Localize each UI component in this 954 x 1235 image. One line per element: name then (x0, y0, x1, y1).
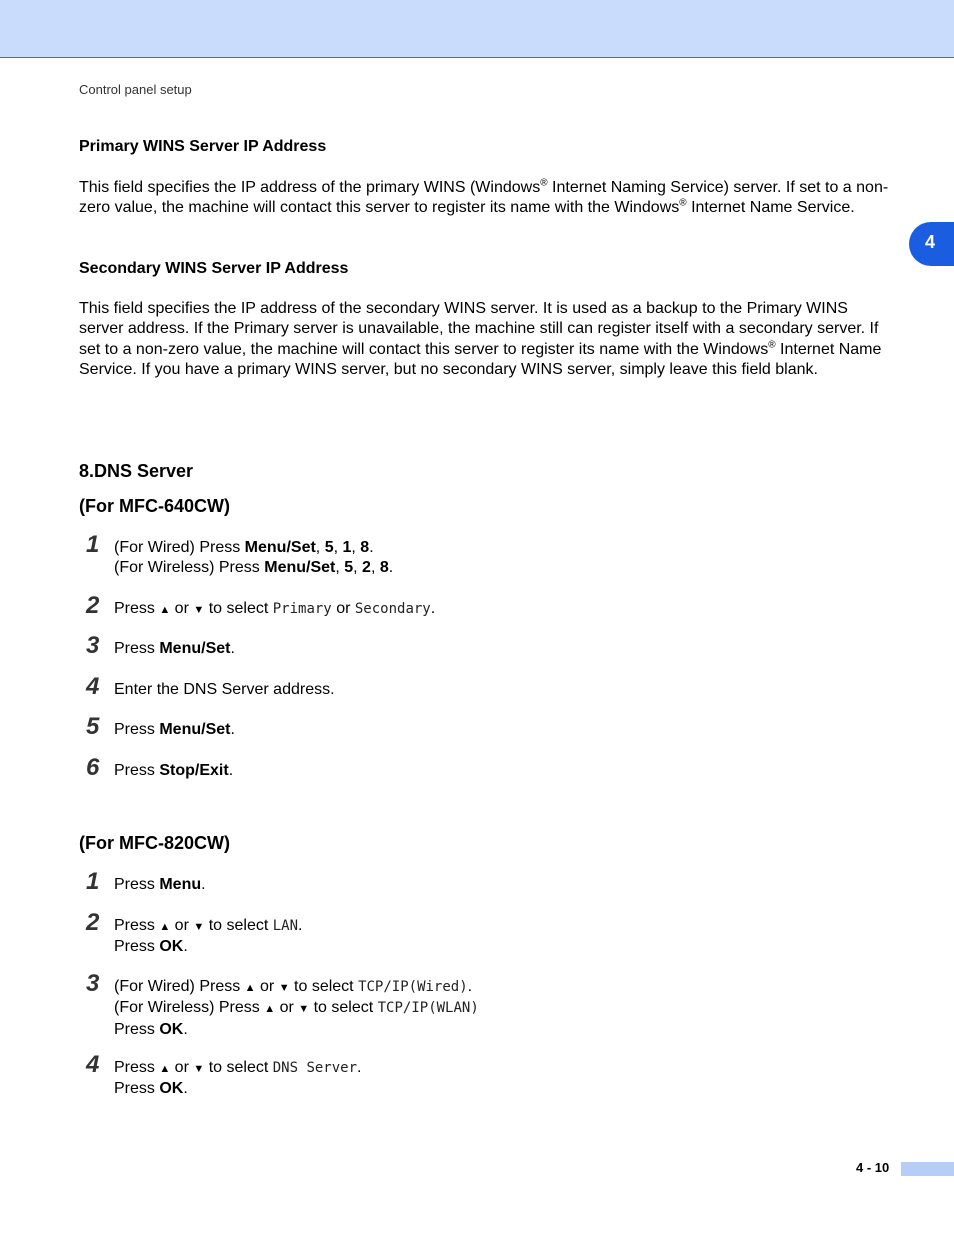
step-number: 2 (86, 592, 100, 619)
up-arrow-icon: ▲ (264, 1003, 276, 1016)
up-arrow-icon: ▲ (244, 982, 256, 994)
primary-wins-heading: Primary WINS Server IP Address (79, 138, 327, 155)
primary-wins-paragraph: This field specifies the IP address of the primary WINS (Windows® Internet Naming Service) server. If set to a non-zero value, the machine will contact this server to register its name with the Windows® Internet Name Service. (79, 177, 889, 217)
up-arrow-icon: ▲ (159, 604, 171, 616)
secondary-wins-heading: Secondary WINS Server IP Address (79, 260, 349, 277)
secondary-wins-paragraph: This field specifies the IP address of the secondary WINS server. It is used as a backup to the Primary WINS server address. If the Primary server is unavailable, the machine still can register itself with a secondary server. If set to a non-zero value, the machine will contact this server to register its name with the Windows® Internet Name Service. If you have a primary WINS server, but no secondary WINS server, simply leave this field blank. (79, 300, 882, 378)
dns-server-heading: 8.DNS Server (79, 461, 194, 481)
step-number: 2 (86, 909, 100, 936)
step-number: 4 (86, 673, 100, 700)
step-number: 4 (86, 1051, 100, 1078)
down-arrow-icon: ▼ (193, 1063, 205, 1075)
chapter-tab[interactable] (909, 222, 954, 266)
mfc820-heading: (For MFC-820CW) (79, 833, 230, 853)
page-number: 4 - 10 (856, 1160, 890, 1175)
step-number: 1 (86, 531, 100, 558)
step-number: 5 (86, 713, 100, 740)
up-arrow-icon: ▲ (159, 1063, 171, 1075)
step-number: 3 (86, 970, 100, 997)
breadcrumb: Control panel setup (79, 82, 192, 97)
down-arrow-icon: ▼ (298, 1003, 310, 1016)
step-number: 6 (86, 754, 100, 781)
down-arrow-icon: ▼ (193, 604, 205, 616)
down-arrow-icon: ▼ (193, 921, 205, 933)
header-band (0, 0, 954, 58)
chapter-number: 4 (925, 232, 936, 252)
step-number: 3 (86, 632, 100, 659)
up-arrow-icon: ▲ (159, 921, 171, 933)
footer-bar (901, 1162, 954, 1176)
mfc640-heading: (For MFC-640CW) (79, 496, 230, 516)
step-number: 1 (86, 868, 100, 895)
down-arrow-icon: ▼ (278, 982, 290, 994)
